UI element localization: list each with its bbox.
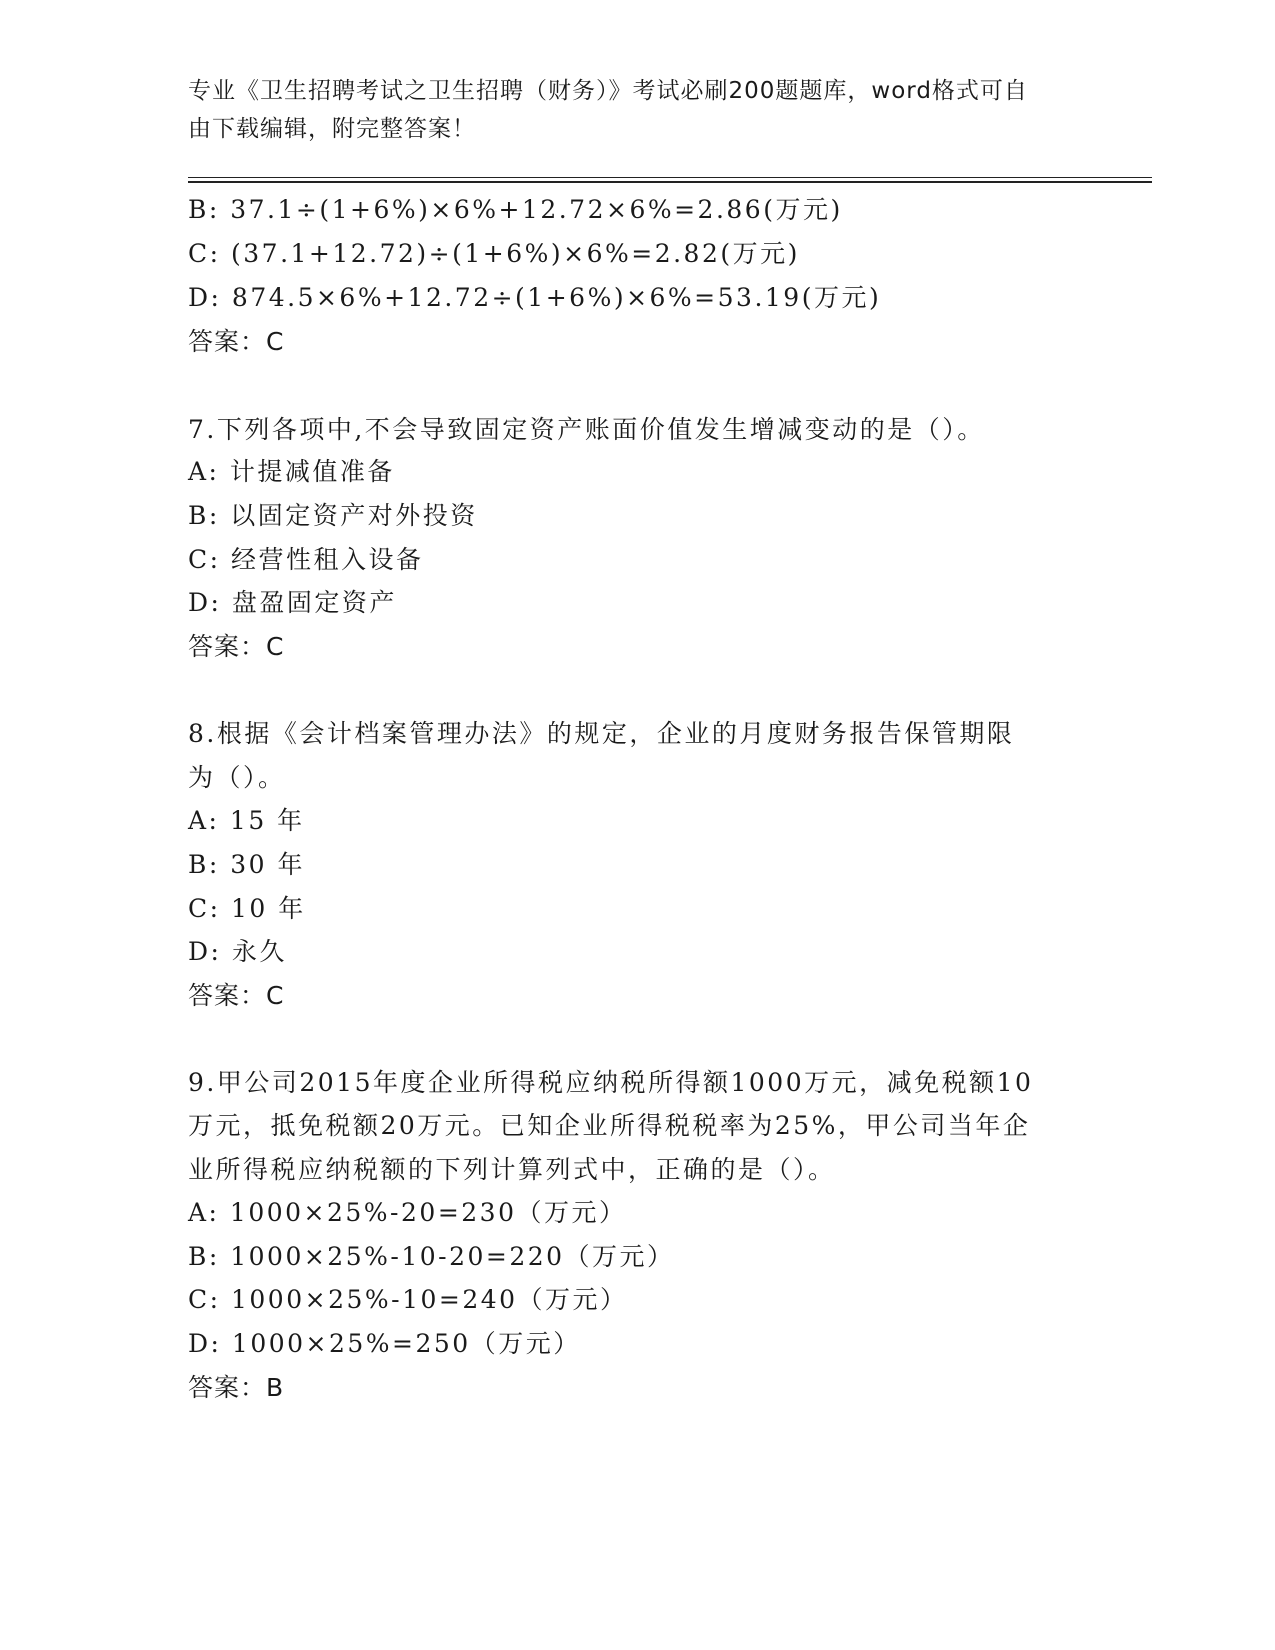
q7-option-b: B: 以固定资产对外投资 [188, 501, 478, 530]
q9-answer: 答案：B [188, 1373, 285, 1402]
header-divider-thick [188, 181, 1152, 183]
q9-stem-line-3: 业所得税应纳税额的下列计算列式中，正确的是（）。 [188, 1155, 836, 1184]
q7-stem: 7.下列各项中,不会导致固定资产账面价值发生增减变动的是（）。 [188, 415, 985, 444]
q6-answer: 答案：C [188, 327, 285, 356]
document-header [188, 72, 1068, 148]
q9-option-c: C: 1000×25%-10=240（万元） [188, 1285, 628, 1314]
q8-option-c: C: 10 年 [188, 894, 306, 923]
q7-option-d: D: 盘盈固定资产 [188, 588, 397, 617]
q7-answer: 答案：C [188, 632, 285, 661]
q8-option-b: B: 30 年 [188, 850, 305, 879]
q9-option-a: A: 1000×25%-20=230（万元） [188, 1198, 627, 1227]
q7-option-a: A: 计提减值准备 [188, 457, 395, 486]
header-line-1: 专业《卫生招聘考试之卫生招聘（财务）》考试必刷200题题库，word格式可自 [188, 78, 1028, 104]
header-line-2: 由下载编辑，附完整答案！ [188, 116, 476, 142]
q8-option-d: D: 永久 [188, 937, 287, 966]
q6-option-d: D: 874.5×6%+12.72÷(1+6%)×6%=53.19(万元) [188, 283, 882, 312]
q9-stem-line-1: 9.甲公司2015年度企业所得税应纳税所得额1000万元，减免税额10 [188, 1068, 1034, 1097]
q8-stem-line-1: 8.根据《会计档案管理办法》的规定，企业的月度财务报告保管期限 [188, 719, 1015, 748]
q6-option-c: C: (37.1+12.72)÷(1+6%)×6%=2.82(万元) [188, 239, 800, 268]
q8-stem-line-2: 为（）。 [188, 763, 286, 792]
q7-option-c: C: 经营性租入设备 [188, 545, 424, 574]
q9-option-d: D: 1000×25%=250（万元） [188, 1329, 581, 1358]
q9-stem-line-2: 万元，抵免税额20万元。已知企业所得税税率为25%，甲公司当年企 [188, 1111, 1031, 1140]
header-divider-thin [188, 177, 1152, 178]
q9-option-b: B: 1000×25%-10-20=220（万元） [188, 1242, 675, 1271]
q6-option-b: B: 37.1÷(1+6%)×6%+12.72×6%=2.86(万元) [188, 195, 843, 224]
q8-answer: 答案：C [188, 981, 285, 1010]
q8-option-a: A: 15 年 [188, 806, 305, 835]
